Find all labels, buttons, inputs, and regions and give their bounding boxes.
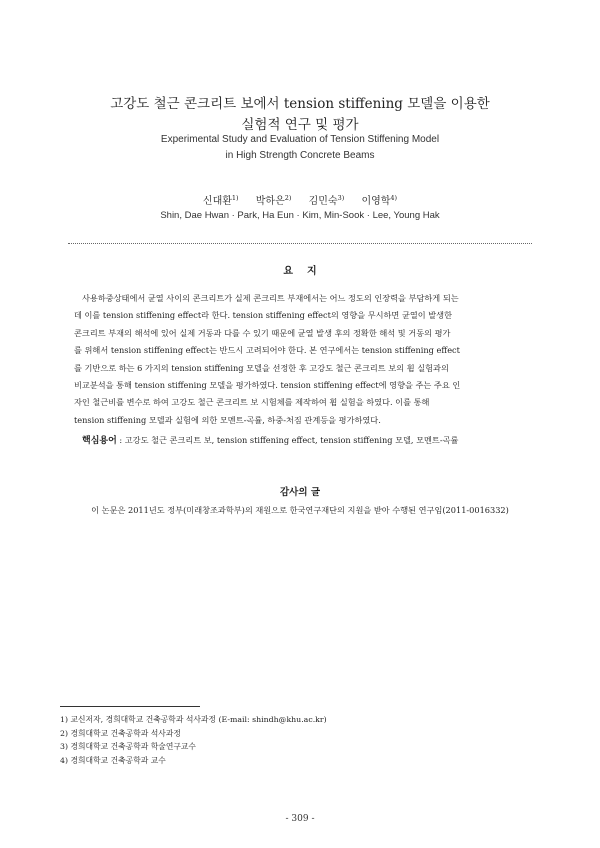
abstract-line: 비교분석을 통해 tension stiffening 모델을 평가하였다. tension stiffening effect에 영향을 주는 주요 인	[74, 379, 461, 390]
footnote-2: 2) 경희대학교 건축공학과 석사과정	[60, 728, 181, 738]
footnote-4: 4) 경희대학교 건축공학과 교수	[60, 755, 166, 765]
keywords-label: 핵심용어	[82, 436, 117, 446]
footnote-3: 3) 경희대학교 건축공학과 학술연구교수	[60, 742, 196, 752]
abstract-line: tension stiffening 모델과 실험에 의한 모멘트-곡률, 하중-처짐 관계등을 평가하였다.	[74, 414, 381, 425]
abstract-line: 자인 철근비를 변수로 하여 고강도 철근 콘크리트 보 시험체를 제작하여 휨 실험을 하였다. 이를 통해	[74, 397, 430, 408]
author-4: 이영학$^{4)}$	[361, 194, 398, 207]
acknowledgement-heading: 감사의 글	[279, 487, 320, 498]
footnote-rule	[60, 706, 200, 707]
authors-english: Shin, Dae Hwan · Park, Ha Eun · Kim, Min-Sook · Lee, Young Hak	[160, 210, 440, 221]
abstract-line: 를 기반으로 하는 6 가지의 tension stiffening 모델을 선정한 후 고강도 철근 콘크리트 보의 휨 실험과의	[74, 362, 449, 373]
keywords-text: : 고강도 철근 콘크리트 보, tension stiffening effect, tension stiffening 모델, 모멘트-곡률	[116, 435, 459, 445]
abstract-line: 사용하중상태에서 균열 사이의 콘크리트가 실제 콘크리트 부재에서는 어느 정도의 인장력을 부담하게 되는	[82, 293, 459, 303]
title-english-line2: in High Strength Concrete Beams	[225, 150, 375, 161]
keywords	[82, 433, 532, 446]
author-2: 박하은$^{2)}$	[255, 194, 292, 207]
footnote-1: 1) 교신저자, 경희대학교 건축공학과 석사과정 (E-mail: shindh@khu.ac.kr)	[60, 715, 327, 724]
title-korean-line2: 실험적 연구 및 평가	[241, 117, 359, 133]
authors-korean	[0, 192, 600, 207]
abstract-body	[74, 290, 526, 429]
section-divider	[68, 243, 532, 244]
author-3: 김민숙$^{3)}$	[308, 194, 345, 207]
title-english-line1: Experimental Study and Evaluation of Tension Stiffening Model	[160, 134, 440, 145]
abstract-heading: 요지	[283, 266, 331, 277]
acknowledgement-text: 이 논문은 2011년도 정부(미래창조과학부)의 재원으로 한국연구재단의 지원을 받아 수행된 연구임(2011-0016332)	[91, 505, 509, 515]
author-1: 신대환$^{1)}$	[202, 194, 239, 207]
footnotes	[60, 713, 540, 767]
page-number: - 309 -	[285, 814, 315, 824]
abstract-line: 를 위해서 tension stiffening effect는 반드시 고려되어야 한다. 본 연구에서는 tension stiffening effect	[74, 345, 460, 356]
abstract-line: 데 이를 tension stiffening effect라 한다. tension stiffening effect의 영향을 무시하면 균열이 발생한	[74, 310, 453, 321]
abstract-line: 콘크리트 부재의 해석에 있어 실제 거동과 다를 수 있기 때문에 균열 발생 후의 정확한 해석 및 거동의 평가	[74, 327, 451, 338]
title-korean-line1: 고강도 철근 콘크리트 보에서 tension stiffening 모델을 이용한	[110, 96, 490, 112]
